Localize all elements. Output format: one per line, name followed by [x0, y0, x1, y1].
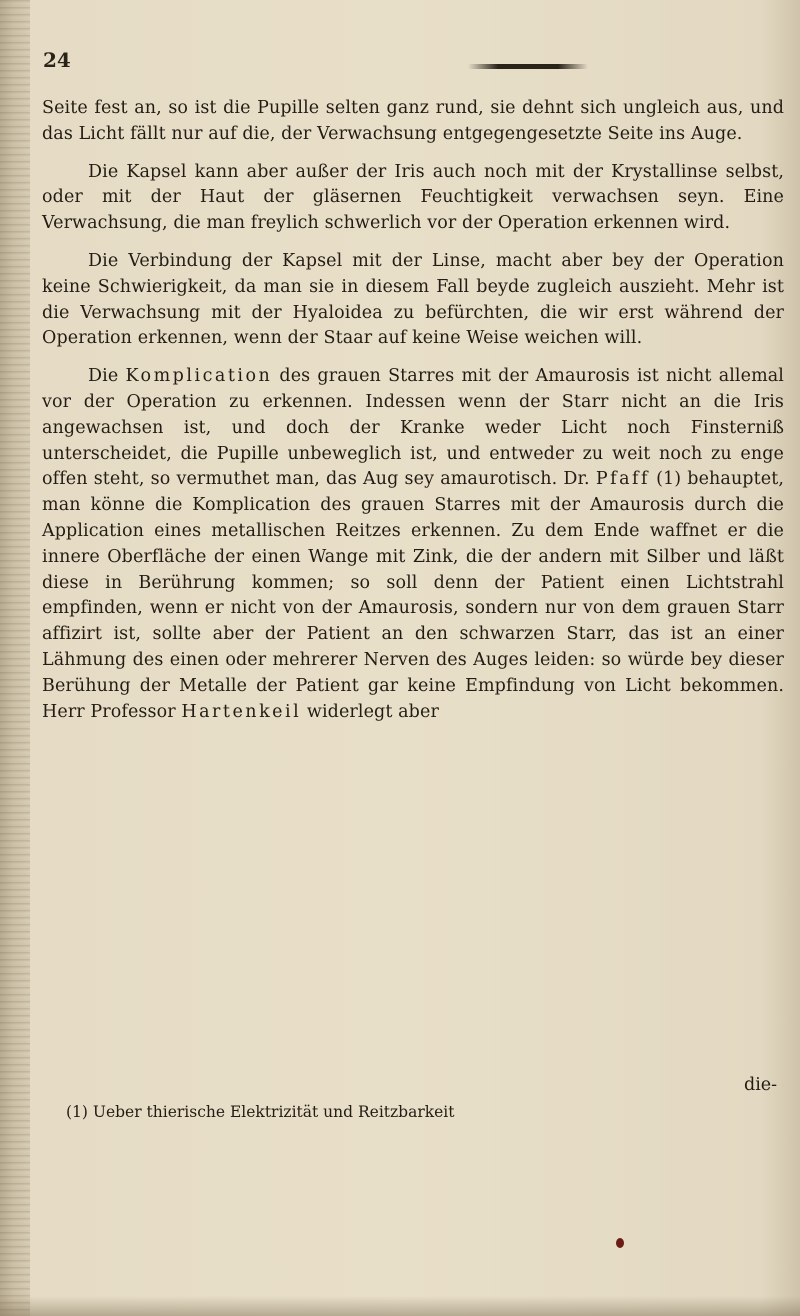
author-pfaff: Pfaff — [595, 469, 650, 490]
catchword: die- — [744, 1075, 778, 1095]
page-bottom-edge — [0, 1296, 800, 1316]
paragraph-1: Seite fest an, so ist die Pupille selten ganz rund, sie dehnt sich ungleich aus, und das Licht fällt nur auf die, der Verwachsung entgegengesetzte Seite ins Auge. — [42, 98, 784, 144]
paragraph-4-mid: des grauen Starres mit der Amaurosis ist nicht allemal vor der Operation zu erkennen. Indessen wenn der Starr nicht an die Iris angewachsen ist, und doch der Kranke weder Licht noch Finsterniß unterscheidet, die Pupille unbeweglich ist, und entweder zu weit noch zu enge offen steht, so vermuthet man, das Aug sey amaurotisch. Dr. — [42, 366, 784, 490]
body-text — [42, 96, 784, 725]
ink-spot — [616, 1238, 624, 1248]
page-number: 24 — [43, 48, 71, 72]
book-spine-shadow — [0, 0, 30, 1316]
paragraph-2: Die Kapsel kann aber außer der Iris auch noch mit der Krystallinse selbst, oder mit der Haut der gläsernen Feuchtigkeit verwachsen seyn. Eine Verwachsung, die man freylich schwerlich vor der Operation erkennen wird. — [42, 161, 784, 234]
author-hartenkeil: Hartenkeil — [181, 701, 302, 722]
footnote-marker: (1) — [656, 469, 682, 490]
paragraph-4 — [42, 364, 784, 725]
header-ornament-rule — [468, 64, 588, 69]
paragraph-3: Die Verbindung der Kapsel mit der Linse, macht aber bey der Operation keine Schwierigkeit, da man sie in diesem Fall beyde zugleich auszieht. Mehr ist die Verwachsung mit der Hyaloidea zu befürchten, die wir erst während der Operation erkennen, wenn der Staar auf keine Weise weichen will. — [42, 250, 784, 349]
paragraph-4-cont: behauptet, man könne die Komplication des grauen Starres mit der Amaurosis durch die Application eines metallischen Reitzes erkennen. Zu dem Ende waffnet er die innere Oberfläche der einen Wange mit Zink, die der andern mit Silber und läßt diese in Berührung kommen; so soll denn der Patient einen Lichtstrahl empfinden, wenn er nicht von der Amaurosis, sondern nur von dem grauen Starr affizirt ist, sollte aber der Patient an den schwarzen Starr, das ist an einer Lähmung des einen oder mehrerer Nerven des Auges leiden: so würde bey dieser Berühung der Metalle der Patient gar keine Empfindung von Licht bekommen. Herr Professor — [42, 469, 784, 722]
term-komplication: Komplication — [125, 366, 273, 387]
footnote: (1) Ueber thierische Elektrizität und Reitzbarkeit — [66, 1103, 455, 1121]
paragraph-4-end: widerlegt aber — [301, 701, 439, 722]
paragraph-4-start: Die — [88, 366, 126, 387]
